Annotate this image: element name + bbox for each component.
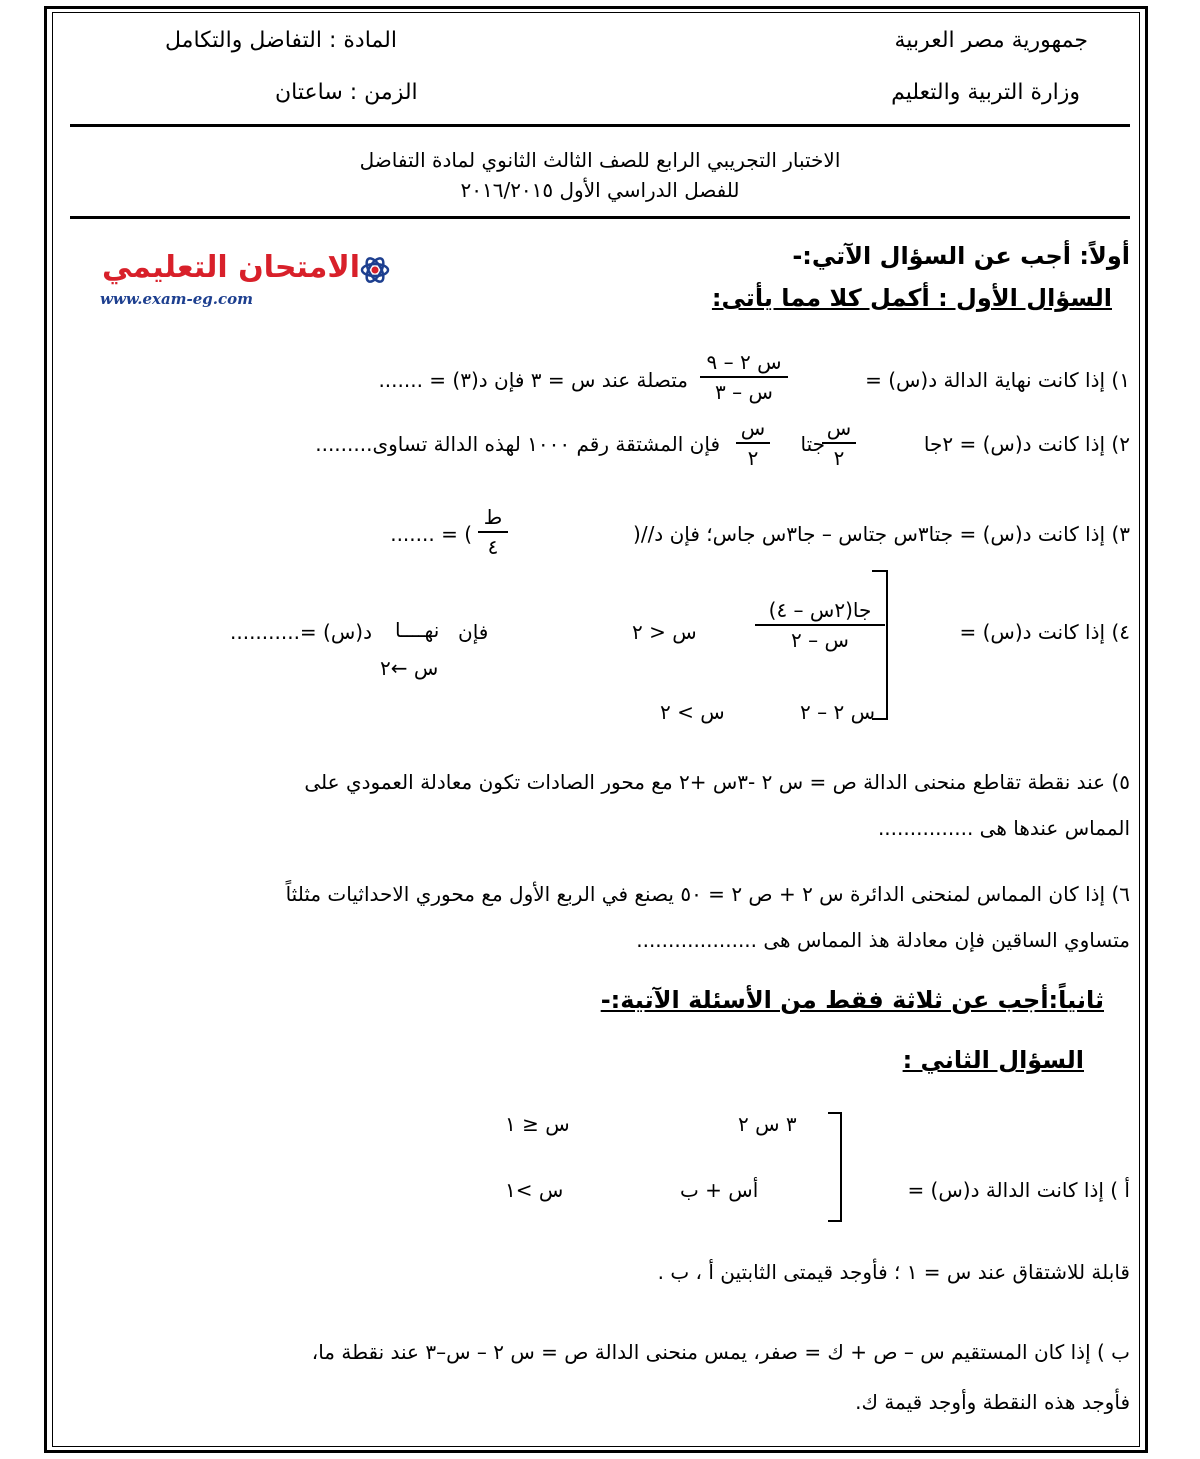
- header-duration: الزمن : ساعتان: [275, 80, 418, 105]
- item3-numerator: ط: [478, 505, 508, 533]
- item3-prefix: ٣) إذا كانت د(س) = جتا٣س جتاس – جا٣س جاس؛ فإن د//(: [633, 522, 1130, 546]
- q2a-prefix: أ ) إذا كانت الدالة د(س) =: [907, 1178, 1130, 1202]
- item2-f2-denominator: ٢: [747, 446, 759, 470]
- item2-suffix: فإن المشتقة رقم ١٠٠٠ لهذه الدالة تساوى.........: [315, 432, 720, 456]
- item3-denominator: ٤: [487, 535, 499, 559]
- item1-suffix: متصلة عند س = ٣ فإن د(٣) = .......: [378, 368, 688, 392]
- item2-cos: جتا: [800, 432, 825, 456]
- item6-line1: ٦) إذا كان المماس لمنحنى الدائرة س ٢ + ص ٢ = ٥٠ يصنع في الربع الأول مع محوري الاحداثيات مثلثاً: [285, 882, 1130, 906]
- item5-line1: ٥) عند نقطة تقاطع منحنى الدالة ص = س ٢ -٣س +٢ مع محور الصادات تكون معادلة العمودي على: [304, 770, 1130, 794]
- item4-limit: نهــــا: [395, 618, 440, 642]
- q2b-line1: ب ) إذا كان المستقيم س – ص + ك = صفر، يمس منحنى الدالة ص = س ٢ – س–٣ عند نقطة ما،: [311, 1340, 1130, 1364]
- header-divider: [70, 124, 1130, 127]
- question1-title: السؤال الأول : أكمل كلا مما يأتى:: [711, 284, 1112, 312]
- q2a-case1-condition: س ≤ ١: [505, 1112, 570, 1136]
- title-divider: [70, 216, 1130, 219]
- exam-title-line1: الاختبار التجريبي الرابع للصف الثالث الثانوي لمادة التفاضل: [359, 148, 841, 172]
- section1-heading: أولاً: أجب عن السؤال الآتي:-: [792, 242, 1130, 270]
- question2-title: السؤال الثاني :: [902, 1046, 1084, 1074]
- header-ministry: وزارة التربية والتعليم: [891, 80, 1080, 105]
- item1-denominator: س – ٣: [715, 380, 773, 404]
- item4-limit-approach: س ←٢: [380, 656, 439, 680]
- section2-heading: ثانياً:أجب عن ثلاثة فقط من الأسئلة الآتية:-: [600, 986, 1104, 1014]
- item2-fraction-2: [736, 416, 770, 470]
- header-subject: المادة : التفاضل والتكامل: [165, 28, 397, 53]
- item5-line2: المماس عندها هى ...............: [877, 816, 1130, 840]
- item2-f2-numerator: س: [736, 416, 770, 444]
- item4-case1-fraction: [755, 598, 885, 652]
- item2-prefix: ٢) إذا كانت د(س) = ٢جا: [923, 432, 1130, 456]
- q2b-line2: فأوجد هذه النقطة وأوجد قيمة ك.: [855, 1390, 1130, 1414]
- item3-fraction: [478, 505, 508, 559]
- item4-case2-condition: س > ٢: [660, 700, 725, 724]
- item2-f1-denominator: ٢: [833, 446, 845, 470]
- exam-title-line2: للفصل الدراسي الأول ٢٠١٦/٢٠١٥: [460, 178, 740, 202]
- item2-fraction-1: [822, 416, 856, 470]
- site-logo: [100, 250, 390, 310]
- q2a-brace: [828, 1112, 842, 1222]
- item4-case1-denominator: س – ٢: [791, 628, 849, 652]
- item6-line2: متساوي الساقين فإن معادلة هذ المماس هى ...................: [636, 928, 1130, 952]
- item1-prefix: ١) إذا كانت نهاية الدالة د(س) =: [865, 368, 1130, 392]
- item4-case1-numerator: جا(٢س – ٤): [755, 598, 885, 626]
- item1-fraction: [700, 350, 788, 404]
- item2-f1-numerator: س: [822, 416, 856, 444]
- item4-limit-result: د(س) =...........: [230, 620, 372, 644]
- item4-then: فإن: [458, 620, 489, 644]
- logo-url: www.exam-eg.com: [100, 290, 254, 308]
- logo-name: الامتحان التعليمي: [101, 250, 360, 285]
- item3-suffix: ) = .......: [390, 522, 472, 546]
- item4-prefix: ٤) إذا كانت د(س) =: [959, 620, 1130, 644]
- q2a-case1-expression: ٣ س ٢: [738, 1112, 797, 1136]
- q2a-case2-condition: س >١: [505, 1178, 564, 1202]
- q2a-condition-line: قابلة للاشتقاق عند س = ١ ؛ فأوجد قيمتى الثابتين أ ، ب .: [657, 1260, 1130, 1284]
- item4-case2-expression: س ٢ – ٢: [800, 700, 875, 724]
- q2a-case2-expression: أس + ب: [680, 1178, 759, 1202]
- item1-numerator: س ٢ – ٩: [700, 350, 788, 378]
- item4-case1-condition: س < ٢: [632, 620, 697, 644]
- header-country: جمهورية مصر العربية: [894, 28, 1088, 53]
- page-inner-border: [52, 12, 1140, 1447]
- atom-icon: [360, 252, 390, 288]
